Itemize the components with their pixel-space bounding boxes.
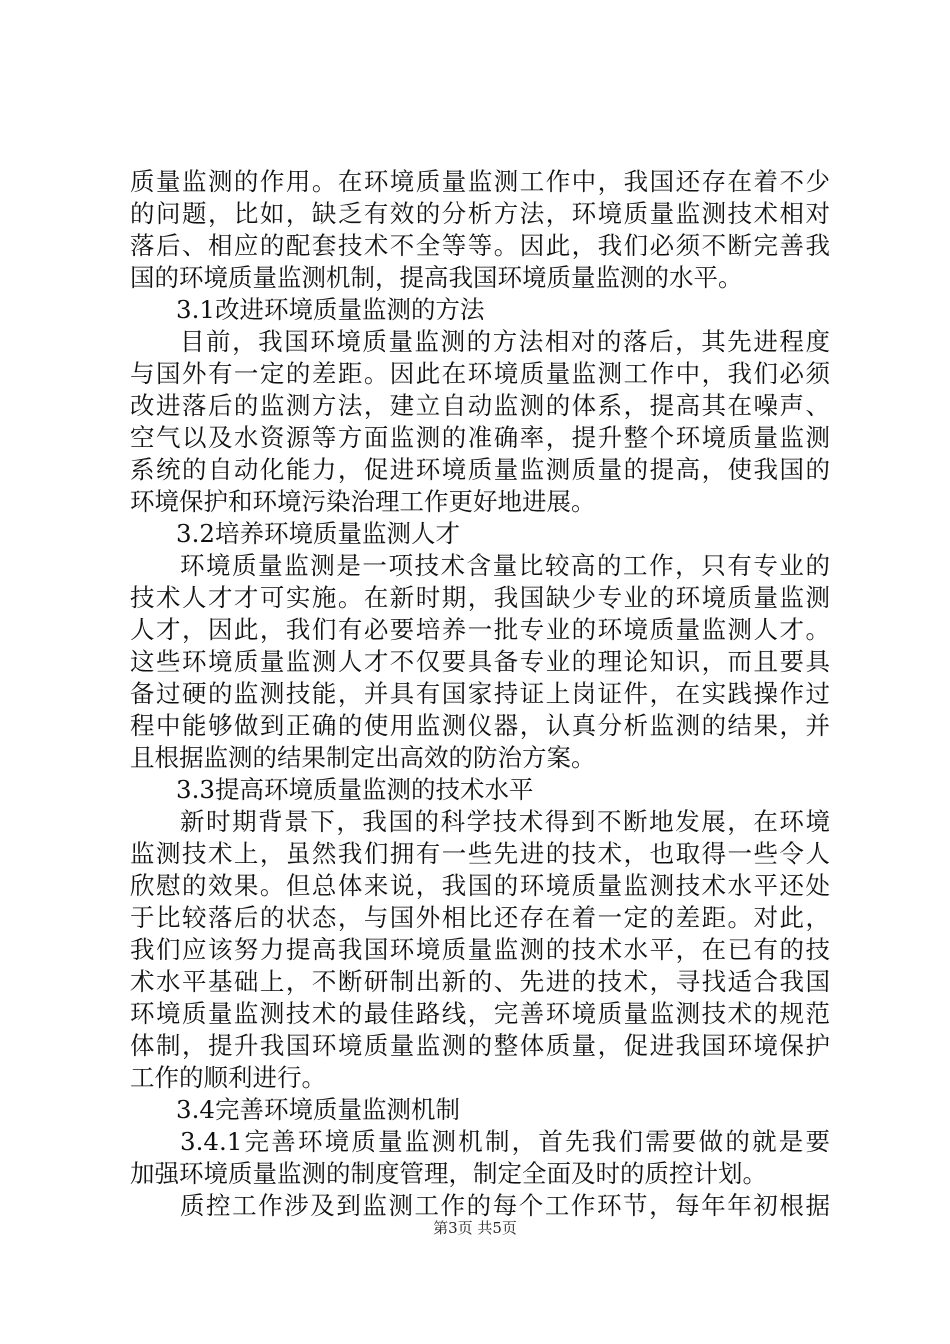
- text-line: 目前，我国环境质量监测的方法相对的落后，其先进程度: [180, 327, 830, 356]
- text-line: 且根据监测的结果制定出高效的防治方案。: [130, 743, 596, 772]
- page-footer: 第3页 共5页: [433, 1219, 517, 1237]
- text-line: 备过硬的监测技能，并具有国家持证上岗证件，在实践操作过: [130, 679, 830, 708]
- text-line: 我们应该努力提高我国环境质量监测的技术水平，在已有的技: [130, 935, 830, 964]
- text-line: 于比较落后的状态，与国外相比还存在着一定的差距。对此，: [130, 903, 830, 932]
- body-text: [130, 166, 830, 1222]
- text-line: 落后、相应的配套技术不全等等。因此，我们必须不断完善我: [130, 231, 830, 260]
- text-line: 加强环境质量监测的制度管理，制定全面及时的质控计划。: [130, 1159, 767, 1188]
- text-line: 3.4.1完善环境质量监测机制，首先我们需要做的就是要: [180, 1127, 830, 1156]
- text-line: 空气以及水资源等方面监测的准确率，提升整个环境质量监测: [130, 423, 830, 452]
- text-line: 环境保护和环境污染治理工作更好地进展。: [130, 487, 596, 516]
- text-line: 质量监测的作用。在环境质量监测工作中，我国还存在着不少: [130, 167, 830, 196]
- text-line: 这些环境质量监测人才不仅要具备专业的理论知识，而且要具: [130, 647, 830, 676]
- section-heading: 3.4完善环境质量监测机制: [176, 1095, 460, 1124]
- text-line: 环境质量监测是一项技术含量比较高的工作，只有专业的: [180, 551, 830, 580]
- text-line: 工作的顺利进行。: [130, 1063, 326, 1092]
- text-line: 技术人才才可实施。在新时期，我国缺少专业的环境质量监测: [130, 583, 830, 612]
- text-line: 系统的自动化能力，促进环境质量监测质量的提高，使我国的: [130, 455, 830, 484]
- text-line: 新时期背景下，我国的科学技术得到不断地发展，在环境: [180, 807, 830, 836]
- text-line: 的问题，比如，缺乏有效的分析方法，环境质量监测技术相对: [130, 199, 830, 228]
- text-line: 体制，提升我国环境质量监测的整体质量，促进我国环境保护: [130, 1031, 830, 1060]
- text-line: 质控工作涉及到监测工作的每个工作环节，每年年初根据: [180, 1191, 830, 1220]
- section-heading: 3.1改进环境质量监测的方法: [176, 295, 485, 324]
- text-line: 改进落后的监测方法，建立自动监测的体系，提高其在噪声、: [130, 391, 830, 420]
- text-line: 与国外有一定的差距。因此在环境质量监测工作中，我们必须: [130, 359, 830, 388]
- text-line: 监测技术上，虽然我们拥有一些先进的技术，也取得一些令人: [130, 839, 830, 868]
- text-line: 程中能够做到正确的使用监测仪器，认真分析监测的结果，并: [130, 711, 830, 740]
- text-line: 术水平基础上，不断研制出新的、先进的技术，寻找适合我国: [130, 967, 830, 996]
- text-line: 环境质量监测技术的最佳路线，完善环境质量监测技术的规范: [130, 999, 830, 1028]
- text-line: 人才，因此，我们有必要培养一批专业的环境质量监测人才。: [130, 615, 830, 644]
- text-line: 欣慰的效果。但总体来说，我国的环境质量监测技术水平还处: [130, 871, 830, 900]
- section-heading: 3.2培养环境质量监测人才: [176, 519, 460, 548]
- section-heading: 3.3提高环境质量监测的技术水平: [176, 775, 534, 804]
- text-line: 国的环境质量监测机制，提高我国环境质量监测的水平。: [130, 263, 743, 292]
